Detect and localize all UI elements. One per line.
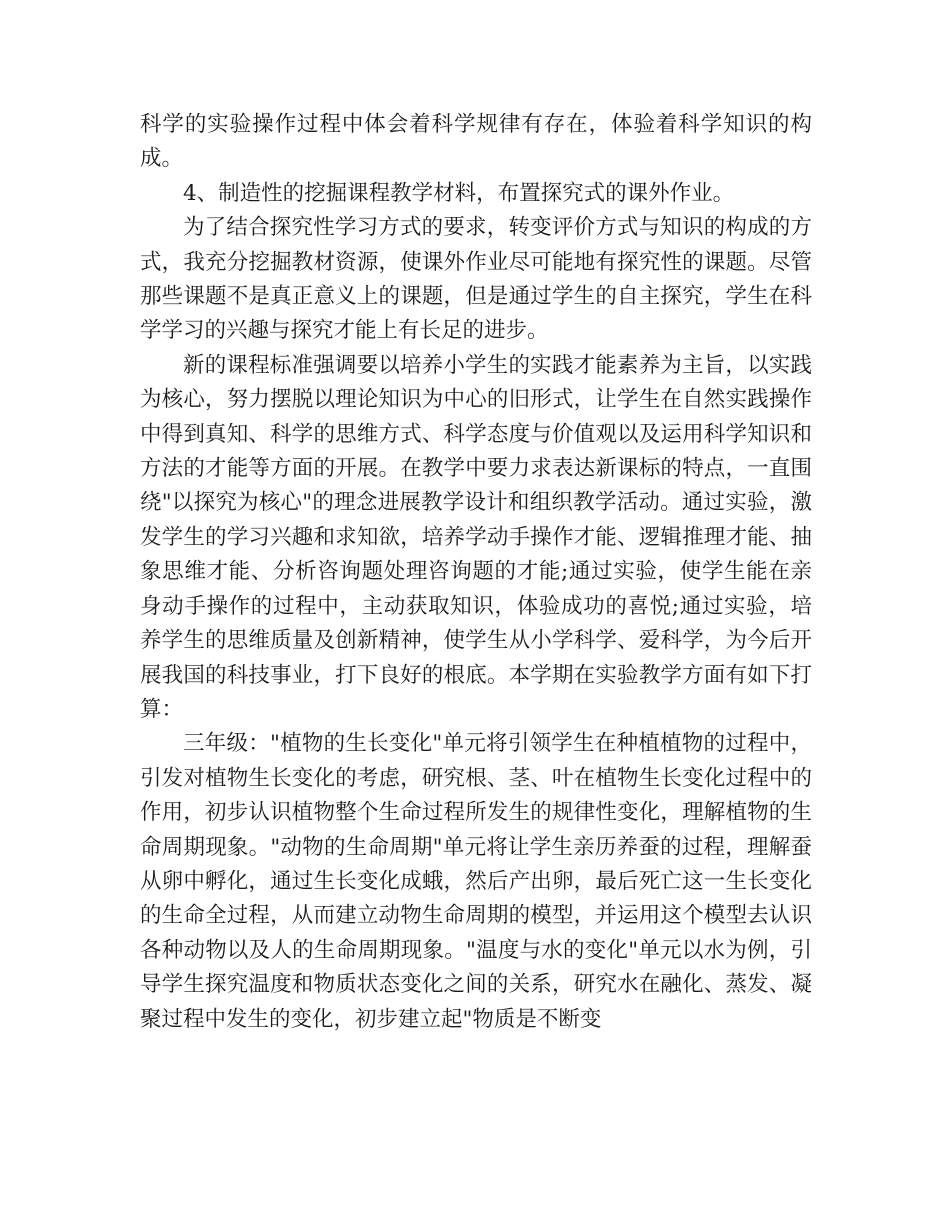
paragraph-grade-three: 三年级："植物的生长变化"单元将引领学生在种植植物的过程中，引发对植物生长变化的考虑，研究根、茎、叶在植物生长变化过程中的作用，初步认识植物整个生命过程所发生的规律性变化，理解植物的生命周期现象。"动物的生命周期"单元将让学生亲历养蚕的过程，理解蚕从卵中孵化，通过生长变化成蛾，然后产出卵，最后死亡这一生长变化的生命全过程，从而建立动物生命周期的模型，并运用这个模型去认识各种动物以及人的生命周期现象。"温度与水的变化"单元以水为例，引导学生探究温度和物质状态变化之间的关系，研究水在融化、蒸发、凝聚过程中发生的变化，初步建立起"物质是不断变 [140, 731, 812, 1032]
paragraph-heading-4: 4、制造性的挖掘课程教学材料，布置探究式的课外作业。 [183, 180, 735, 206]
document-body [140, 108, 812, 1037]
paragraph-curriculum-standard: 新的课程标准强调要以培养小学生的实践才能素养为主旨，以实践为核心，努力摆脱以理论知识为中心的旧形式，让学生在自然实践操作中得到真知、科学的思维方式、科学态度与价值观以及运用科学知识和方法的才能等方面的开展。在教学中要力求表达新课标的特点，一直围绕"以探究为核心"的理念进展教学设计和组织教学活动。通过实验，激发学生的学习兴趣和求知欲，培养学动手操作才能、逻辑推理才能、抽象思维才能、分析咨询题处理咨询题的才能;通过实验，使学生能在亲身动手操作的过程中，主动获取知识，体验成功的喜悦;通过实验，培养学生的思维质量及创新精神，使学生从小学科学、爱科学，为今后开展我国的科技事业，打下良好的根底。本学期在实验教学方面有如下打算： [140, 352, 812, 722]
paragraph-homework: 为了结合探究性学习方式的要求，转变评价方式与知识的构成的方式，我充分挖掘教材资源，使课外作业尽可能地有探究性的课题。尽管那些课题不是真正意义上的课题，但是通过学生的自主探究，学生在科学学习的兴趣与探究才能上有长足的进步。 [140, 215, 812, 344]
paragraph-continuation: 科学的实验操作过程中体会着科学规律有存在，体验着科学知识的构成。 [140, 112, 812, 172]
